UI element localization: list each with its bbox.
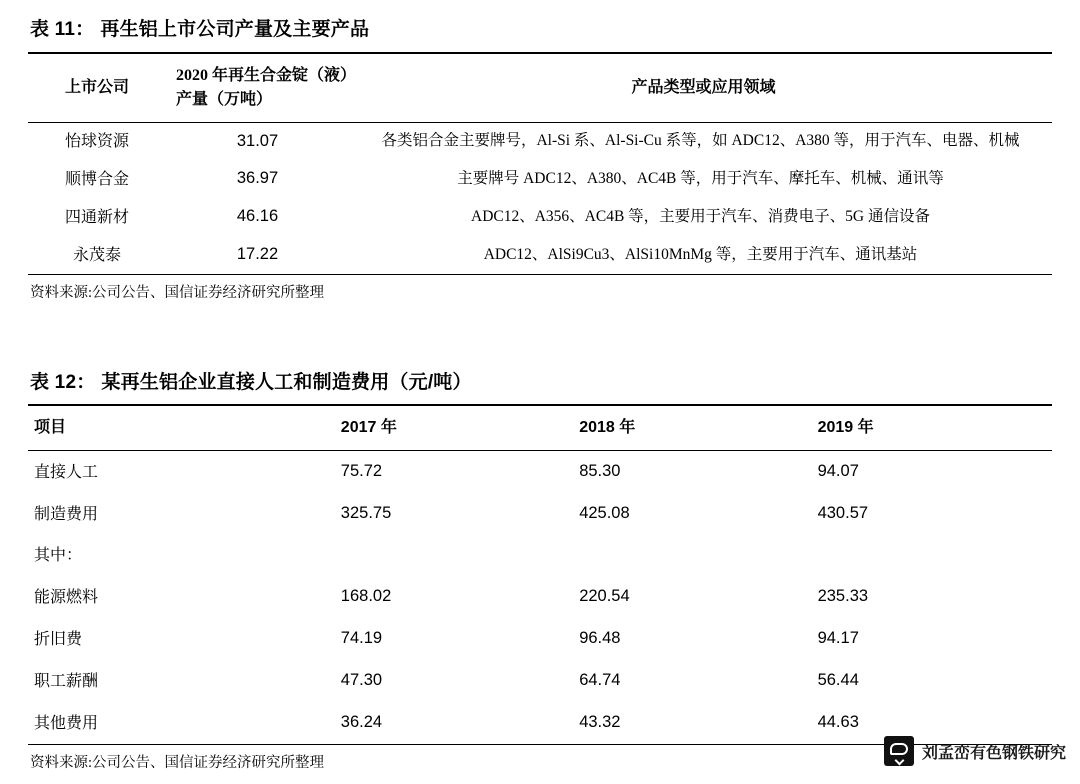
- table-12-cell-2019: 235.33: [817, 587, 869, 606]
- table-12-cell-2018: 43.32: [579, 713, 621, 732]
- table-12-block: [28, 367, 1052, 775]
- table-11-cell-company: 怡球资源: [64, 132, 129, 150]
- table-12-cell-2019: 56.44: [817, 671, 859, 690]
- table-row: [28, 493, 1052, 535]
- table-12-header-row: [28, 406, 1052, 450]
- table-12-header-item: 项目: [34, 419, 67, 437]
- table-12-cell-2019: [814, 535, 1052, 576]
- table-11-cell-output: 46.16: [236, 207, 279, 226]
- table-row: [28, 576, 1052, 618]
- table-12-cell-2017: 36.24: [340, 713, 383, 732]
- table-11-cell-products: 各类铝合金主要牌号，Al-Si 系、Al-Si-Cu 系等，如 ADC12、A380 等，用于汽车、电器、机械: [381, 132, 1020, 150]
- table-12-cell-2018: 64.74: [579, 671, 621, 690]
- table-11-cell-company: 顺博合金: [64, 170, 129, 188]
- table-12-cell-item: 能源燃料: [34, 588, 99, 606]
- table-11: [28, 54, 1052, 122]
- table-11-caption: 再生铝上市公司产量及主要产品: [100, 19, 370, 40]
- table-12-cell-item: 其他费用: [34, 714, 99, 732]
- table-12-cell-2017: 75.72: [340, 462, 383, 481]
- table-12-cell-2019: 44.63: [817, 713, 859, 732]
- wechat-icon: [884, 736, 914, 766]
- table-12-header-2017: 2017 年: [340, 419, 397, 437]
- table-row: [28, 160, 1052, 198]
- table-row: [28, 618, 1052, 660]
- table-11-source: 资料来源:公司公告、国信证券经济研究所整理: [30, 285, 325, 302]
- table-11-title: [28, 14, 1052, 52]
- table-row: [28, 236, 1052, 274]
- table-11-cell-products: ADC12、AlSi9Cu3、AlSi10MnMg 等，主要用于汽车、通讯基站: [483, 245, 918, 263]
- table-11-number: 表 11：: [30, 19, 95, 40]
- table-11-cell-company: 四通新材: [64, 208, 129, 226]
- table-12-number: 表 12：: [30, 371, 96, 393]
- table-11-header-row: [28, 54, 1052, 122]
- table-12-cell-2019: 94.07: [817, 462, 859, 481]
- table-12-cell-2018: 425.08: [579, 504, 630, 523]
- table-11-header-company: 上市公司: [64, 78, 129, 96]
- table-11-cell-output: 36.97: [236, 169, 279, 188]
- table-11-header-products: 产品类型或应用领域: [631, 78, 776, 96]
- table-12-cell-2017: 47.30: [340, 671, 383, 690]
- table-12-cell-2017: 168.02: [340, 587, 392, 606]
- table-12-cell-2018: 85.30: [579, 462, 621, 481]
- table-12-cell-item: 其中：: [34, 547, 83, 565]
- table-11-body: [28, 123, 1052, 275]
- table-row: [28, 535, 1052, 576]
- watermark-badge: [884, 736, 1066, 766]
- table-12-body: [28, 451, 1052, 744]
- table-12-cell-2018: 220.54: [579, 587, 630, 606]
- table-12: [28, 406, 1052, 450]
- table-row: [28, 451, 1052, 493]
- table-11-block: [28, 14, 1052, 305]
- table-12-cell-2017: 325.75: [340, 504, 392, 523]
- table-11-cell-output: 17.22: [236, 245, 279, 264]
- table-12-cell-2019: 94.17: [817, 629, 859, 648]
- table-12-cell-2017: [337, 535, 575, 576]
- table-11-cell-output: 31.07: [236, 131, 279, 150]
- table-11-cell-products: 主要牌号 ADC12、A380、AC4B 等，用于汽车、摩托车、机械、通讯等: [457, 170, 944, 188]
- table-12-cell-item: 折旧费: [34, 630, 83, 648]
- table-12-cell-item: 制造费用: [34, 505, 99, 523]
- table-12-header-2019: 2019 年: [817, 419, 874, 437]
- table-12-cell-2019: 430.57: [817, 504, 869, 523]
- table-12-cell-2017: 74.19: [340, 629, 383, 648]
- table-11-cell-products: ADC12、A356、AC4B 等，主要用于汽车、消费电子、5G 通信设备: [471, 208, 930, 226]
- table-12-cell-2018: 96.48: [579, 629, 621, 648]
- table-11-cell-company: 永茂泰: [72, 246, 121, 264]
- table-row: [28, 660, 1052, 702]
- table-12-header-2018: 2018 年: [579, 419, 636, 437]
- table-12-cell-item: 直接人工: [34, 463, 99, 481]
- table-12-cell-item: 职工薪酬: [34, 672, 99, 690]
- table-12-caption: 某再生铝企业直接人工和制造费用（元/吨）: [101, 371, 472, 393]
- table-12-source: 资料来源:公司公告、国信证券经济研究所整理: [30, 755, 325, 772]
- watermark-text: 刘孟峦有色钢铁研究: [921, 744, 1066, 762]
- table-row: [28, 123, 1052, 161]
- table-12-cell-2018: [575, 535, 813, 576]
- table-12-title: [28, 367, 1052, 405]
- table-11-header-output: 2020 年再生合金锭（液）产量（万吨）: [176, 66, 349, 108]
- table-row: [28, 198, 1052, 236]
